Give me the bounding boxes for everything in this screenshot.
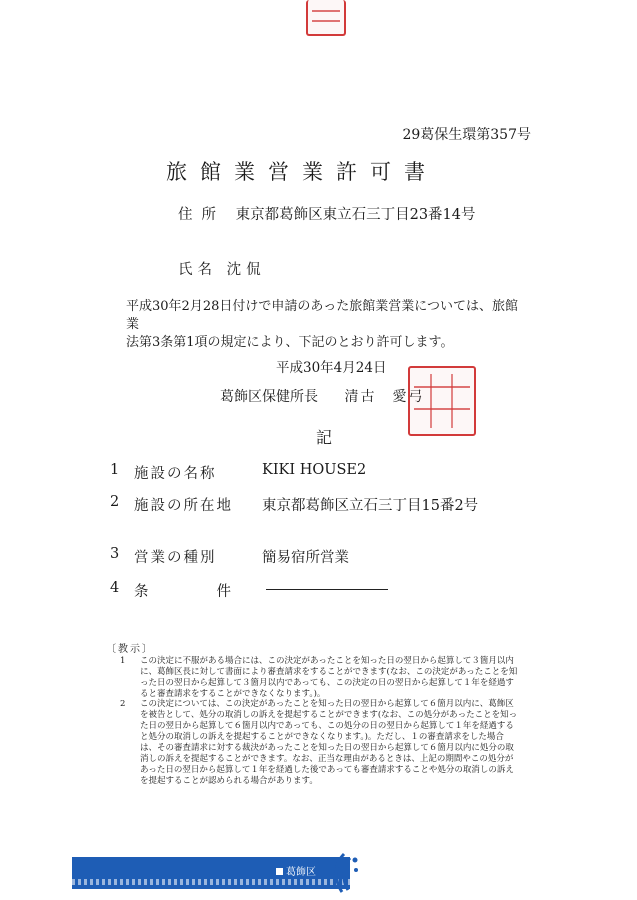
issuer-line — [220, 386, 424, 406]
note-number: 1 — [120, 656, 126, 666]
permit-statement — [126, 298, 526, 352]
item-label: 営業の種別 — [134, 550, 217, 566]
footer-label: 葛飾区 — [276, 863, 316, 878]
note-item — [120, 656, 520, 700]
item-number: 3 — [110, 546, 120, 562]
name-label: 氏名 — [178, 262, 217, 278]
address-line — [178, 203, 476, 224]
permit-statement-line-1: 平成30年2月28日付けで申請のあった旅館業営業については、旅館業 — [126, 299, 518, 332]
conditions-blank-line — [266, 580, 388, 590]
issuer-office: 葛飾区保健所長 — [220, 389, 318, 405]
square-icon — [276, 868, 283, 875]
item-value: KIKI HOUSE2 — [262, 462, 367, 478]
note-item — [120, 699, 520, 787]
item-number: 4 — [110, 580, 120, 596]
item-business-type — [110, 546, 349, 567]
item-label: 施設の名称 — [134, 466, 217, 482]
document-number: 29葛保生環第357号 — [402, 127, 531, 143]
katsushika-logo-icon — [330, 850, 360, 896]
note-text: この決定については、この決定があったことを知った日の翌日から起算して６箇月以内に、葛飾区を被告として、処分の取消しの訴えを提起することができます(なお、この処分があったことを知った日の翌日から起算して６箇月以内であっても、この処分の日の翌日から起算して１年を経過すると処分の取消しの訴えを提起することができなくなります。)。ただし、１の審査請求をした場合は、その審査請求に対する裁決があったことを知った日の翌日から起算して６箇月以内に処分の取消しの訴えを提起することができます。なお、正当な理由があるときは、上記の期間やこの処分があった日の翌日から起算して１年を経過した後であっても審査請求することや処分の取消しの訴えを提起することが認められる場合があります。 — [140, 699, 518, 786]
document-title: 旅館業営業許可書 — [166, 160, 438, 184]
note-number: 2 — [120, 699, 126, 709]
item-facility-name — [110, 462, 366, 483]
item-label: 条 件 — [134, 584, 233, 600]
item-value — [262, 580, 388, 601]
item-number: 2 — [110, 494, 120, 510]
notes-header: 〔教示〕 — [106, 644, 154, 655]
footer-stripes — [72, 879, 350, 885]
ki-heading: 記 — [316, 428, 333, 447]
top-seal-stamp — [306, 0, 346, 36]
official-seal-stamp — [408, 366, 476, 436]
item-number: 1 — [110, 462, 120, 478]
item-value: 簡易宿所営業 — [262, 550, 349, 566]
permit-statement-line-2: 法第3条第1項の規定により、下記のとおり許可します。 — [126, 335, 454, 350]
issue-date: 平成30年4月24日 — [276, 360, 387, 376]
item-value: 東京都葛飾区立石三丁目15番2号 — [262, 498, 479, 514]
name-line — [178, 258, 266, 279]
item-facility-location — [110, 494, 478, 515]
name-value: 沈侃 — [226, 262, 266, 278]
item-conditions — [110, 580, 388, 601]
address-label: 住所 — [178, 207, 225, 223]
item-label: 施設の所在地 — [134, 498, 233, 514]
note-text: この決定に不服がある場合には、この決定があったことを知った日の翌日から起算して３箇月以内に、葛飾区長に対して書面により審査請求をすることができます(なお、この決定があったことを知った日の翌日から起算して３箇月以内であっても、この決定の日の翌日から起算して１年を経過すると審査請求をすることができなくなります。)。 — [140, 656, 518, 699]
issuer-person: 清古 愛弓 — [344, 389, 425, 405]
address-value: 東京都葛飾区東立石三丁目23番14号 — [235, 207, 476, 223]
